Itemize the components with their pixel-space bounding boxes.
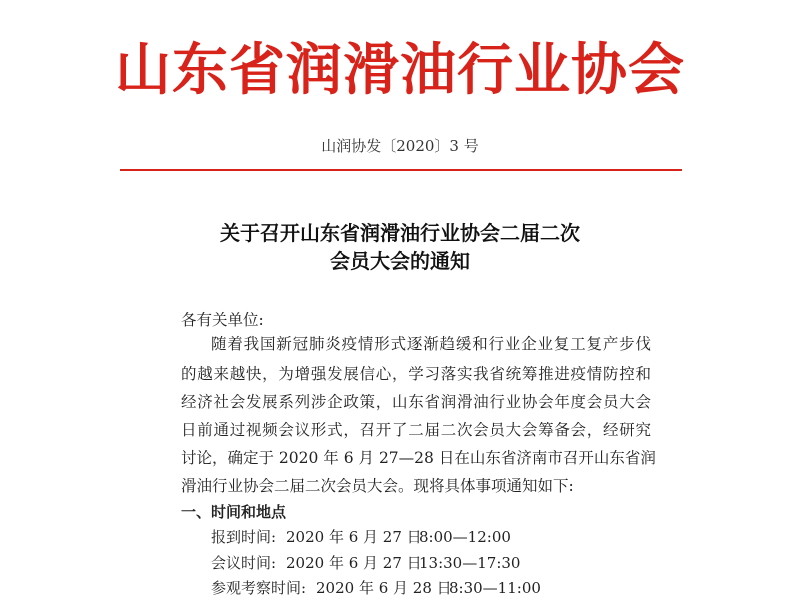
schedule-date: 2020 年 6 月 27 日 [286,528,422,546]
schedule-row-checkin [211,527,511,547]
schedule-row-meeting [211,553,520,573]
schedule-time: 8:30—11:00 [449,579,541,597]
body-line-1: 随着我国新冠肺炎疫情形式逐渐趋缓和行业企业复工复产步伐 [211,335,651,353]
schedule-date: 2020 年 6 月 28 日 [316,579,452,597]
schedule-time: 8:00—12:00 [419,528,511,546]
org-name: 山东省润滑油行业协会 [115,37,685,103]
body-line-4: 日前通过视频会议形式，召开了二届二次会员大会筹备会，经研究 [181,421,651,439]
schedule-time: 13:30—17:30 [419,554,521,572]
notice-title [0,219,800,275]
body-line-2: 的越来越快，为增强发展信心，学习落实我省统筹推进疫情防控和 [181,365,651,383]
schedule-label: 报到时间: [211,528,277,546]
schedule-date: 2020 年 6 月 27 日 [286,554,422,572]
notice-title-line-1: 关于召开山东省润滑油行业协会二届二次 [220,221,580,245]
schedule-row-visit [211,578,541,598]
body-line-3: 经济社会发展系列涉企政策，山东省润滑油行业协会年度会员大会 [181,393,651,411]
schedule-label: 会议时间: [211,554,277,572]
salutation: 各有关单位: [181,311,264,329]
body-line-6: 滑油行业协会二届二次会员大会。现将具体事项通知如下: [181,477,574,495]
letterhead-red-rule [120,169,682,171]
document-number: 山润协发〔2020〕3 号 [321,137,479,155]
schedule-label: 参观考察时间: [211,579,307,597]
notice-title-line-2: 会员大会的通知 [330,249,470,273]
body-line-5: 讨论，确定于 2020 年 6 月 27—28 日在山东省济南市召开山东省润 [181,449,656,467]
section-heading-time-place: 一、时间和地点 [181,503,287,521]
